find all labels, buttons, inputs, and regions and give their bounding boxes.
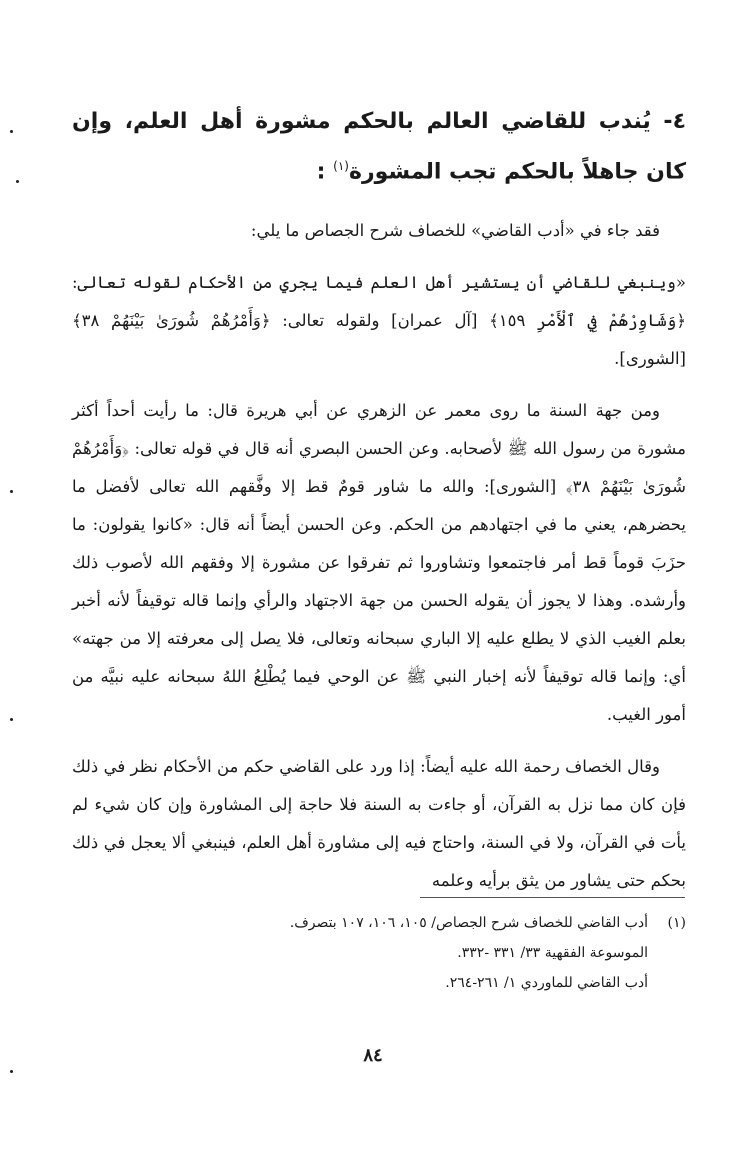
page-body <box>72 100 686 914</box>
footnote-line <box>72 908 686 938</box>
sunnah-paragraph: ومن جهة السنة ما روى معمر عن الزهري عن أبي هريرة قال: ما رأيت أحداً أكثر مشورة من رسول الله ﷺ لأصحابه. وعن الحسن البصري أنه قال في قوله تعالى: ﴿وَأَمْرُهُمْ شُورَىٰ بَيْنَهُمْ ٣٨﴾ [الشورى]: والله ما شاور قومٌ قط إلا وفَّقهم الله تعالى لأفضل ما يحضرهم، يعني ما في اجتهادهم من الحكم. وعن الحسن أيضاً أنه قال: «كانوا يقولون: ما حزَبَ قوماً قط أمر فاجتمعوا وتشاوروا ثم تفرقوا عن مشورة إلا وفقهم الله لأصوب ذلك وأرشده. وهذا لا يجوز أن يقوله الحسن من جهة الاجتهاد والرأي وإنما قاله توقيفاً لأنه أخبر بعلم الغيب الذي لا يطلع عليه إلا الباري سبحانه وتعالى، فلا يصل إلى معرفته إلا من جهته» أي: وإنما قاله توقيفاً لأنه إخبار النبي ﷺ عن الوحي فيما يُطْلِعُ اللهُ سبحانه عليه نبيَّه من أمور الغيب. <box>72 401 686 725</box>
heading-tail: : <box>316 159 326 185</box>
footnotes <box>72 908 686 998</box>
heading-footnote-ref[interactable]: (١) <box>333 159 349 173</box>
footnote-line: أدب القاضي للماوردي ١/ ٢٦١-٢٦٤. <box>445 975 648 991</box>
quote-paragraph: «وينبغي للقاضي أن يستشير أهل العلم فيما يجري من الأحكام لقوله تعالى: ﴿وَشَاوِرْهُمْ فِي ٱلْأَمْرِ ١٥٩﴾ [آل عمران] ولقوله تعالى: ﴿وَأَمْرُهُمْ شُورَىٰ بَيْنَهُمْ ٣٨﴾ [الشورى]. <box>72 273 687 369</box>
intro-paragraph: فقد جاء في «أدب القاضي» للخصاف شرح الجصاص ما يلي: <box>250 221 660 241</box>
footnote-number: (١) <box>667 915 686 931</box>
heading-text: ٤- يُندب للقاضي العالم بالحكم مشورة أهل العلم، وإن كان جاهلاً بالحكم تجب المشورة <box>72 109 686 185</box>
scan-speck <box>10 1070 13 1073</box>
scan-speck <box>10 718 13 721</box>
footnote-text: أدب القاضي للخصاف شرح الجصاص/ ١٠٥، ١٠٦، ١٠٧ بتصرف. <box>289 915 648 931</box>
footnote-separator <box>420 897 685 898</box>
scan-speck <box>10 490 13 493</box>
page-number: ٨٤ <box>363 1045 383 1066</box>
khassaf-paragraph: وقال الخصاف رحمة الله عليه أيضاً: إذا ورد على القاضي حكم من الأحكام نظر في ذلك فإن كان مما نزل به القرآن، أو جاءت به السنة فلا حاجة إلى المشاورة وإن كان شيء لم يأت في القرآن، ولا في السنة، واحتاج فيه إلى مشاورة أهل العلم، فينبغي ألا يعجل في ذلك بحكم حتى يشاور من يثق برأيه وعلمه <box>72 757 686 891</box>
scan-speck <box>16 180 19 183</box>
footnote-line: الموسوعة الفقهية ٣٣/ ٣٣١ -٣٣٢. <box>457 945 648 961</box>
section-heading <box>72 100 686 194</box>
scan-speck <box>10 130 13 133</box>
